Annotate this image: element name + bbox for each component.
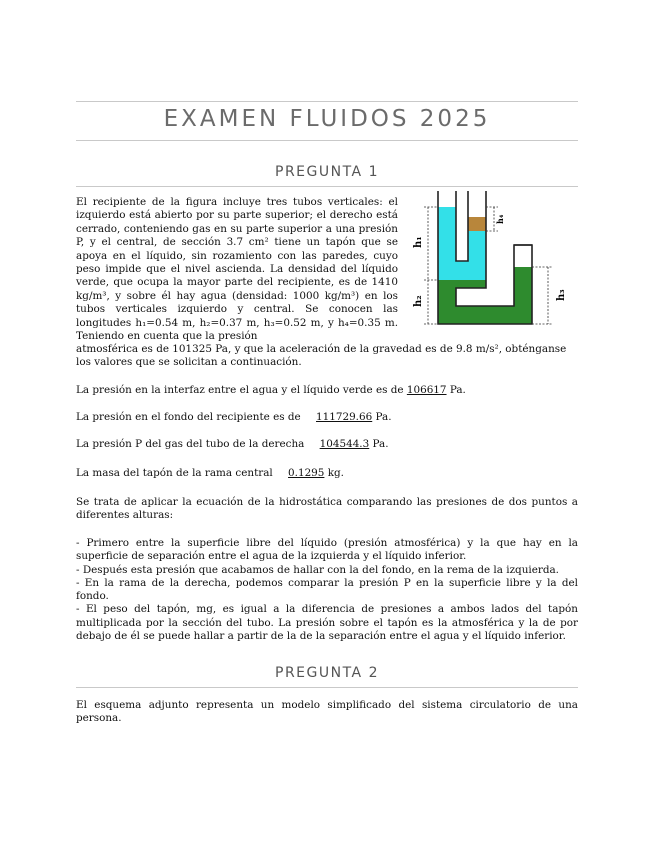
question-2-text: El esquema adjunto representa un modelo simplificado del sistema circulatorio de una persona. <box>76 699 578 725</box>
explanation-intro: Se trata de aplicar la ecuación de la hidrostática comparando las presiones de dos puntos a diferentes alturas: <box>76 496 578 522</box>
h4-label: h₄ <box>495 214 505 224</box>
container-figure <box>408 189 578 339</box>
page-title: EXAMEN FLUIDOS 2025 <box>163 106 491 132</box>
h2-label: h₂ <box>413 295 424 307</box>
explanation-point-3: - En la rama de la derecha, podemos comparar la presión P en la superficie libre y la del fondo. <box>76 576 578 603</box>
answer-3-value[interactable]: 104544.3 <box>319 438 370 450</box>
title-rule-top <box>76 101 578 102</box>
answer-2-suffix: Pa. <box>372 411 392 423</box>
h3-label: h₃ <box>556 289 567 301</box>
answer-1 <box>76 384 466 397</box>
answer-1-prefix: La presión en la interfaz entre el agua y el líquido verde es de <box>76 384 407 396</box>
answer-4 <box>76 467 344 480</box>
question-1-heading: PREGUNTA 1 <box>275 164 379 180</box>
green-mid-connector <box>456 280 486 288</box>
title-rule-bottom <box>76 140 578 141</box>
plug <box>468 217 486 231</box>
left-tube-water <box>438 207 456 280</box>
answer-2 <box>76 411 392 424</box>
explanation-point-4: - El peso del tapón, mg, es igual a la diferencia de presiones a ambos lados del tapón multiplicada por la sección del tubo. La presión sobre el tapón es la atmosférica y la de por debajo de él se puede hallar a partir de la de la separación entre el agua y el líquido inferior. <box>76 603 578 643</box>
h1-label: h₁ <box>413 236 424 248</box>
question-1-rule <box>76 186 578 187</box>
answer-3 <box>76 438 389 451</box>
green-left-column <box>438 280 456 324</box>
answer-4-prefix: La masa del tapón de la rama central <box>76 467 277 479</box>
answer-2-value[interactable]: 111729.66 <box>316 411 373 423</box>
upper-water-connector <box>456 261 468 280</box>
explanation-point-1: - Primero entre la superficie libre del líquido (presión atmosférica) y la que hay en la superficie de separación entre el agua de la izquierda y el líquido inferior. <box>76 537 578 563</box>
inner-wall <box>456 191 468 261</box>
question-1-intro-continuation: atmosférica es de 101325 Pa, y que la aceleración de la gravedad es de 9.8 m/s², obténganse los valores que se solicitan a continuación. <box>76 343 567 369</box>
answer-4-suffix: kg. <box>324 467 344 479</box>
question-1-intro: El recipiente de la figura incluye tres tubos verticales: el izquierdo está abierto por su parte superior; el derecho está cerrado, conteniendo gas en su parte superior a una presión P, y el central, de sección 3.7 cm² tiene un tapón que se apoya en el líquido, sin rozamiento con las paredes, cuyo peso impide que el nivel ascienda. La densidad del líquido verde, que ocupa la mayor parte del recipiente, es de 1410 kg/m³, y sobre él hay agua (densidad: 1000 kg/m³) en los tubos verticales izquierdo y central. Se conocen las longitudes h₁=0.54 m, h₂=0.37 m, h₃=0.52 m, y h₄=0.35 m. Teniendo en cuenta que la presión <box>76 196 398 343</box>
answer-1-suffix: Pa. <box>446 384 466 396</box>
question-2-heading: PREGUNTA 2 <box>275 665 379 681</box>
central-tube-water <box>468 231 486 280</box>
question-2-rule <box>76 687 578 688</box>
explanation-list <box>76 537 578 643</box>
explanation-point-2: - Después esta presión que acabamos de hallar con la del fondo, en la rema de la izquierda. <box>76 563 559 576</box>
answer-1-value[interactable]: 106617 <box>406 384 447 396</box>
answer-2-prefix: La presión en el fondo del recipiente es de <box>76 411 305 423</box>
answer-3-suffix: Pa. <box>369 438 389 450</box>
answer-4-value[interactable]: 0.1295 <box>288 467 325 479</box>
answer-3-prefix: La presión P del gas del tubo de la derecha <box>76 438 308 450</box>
